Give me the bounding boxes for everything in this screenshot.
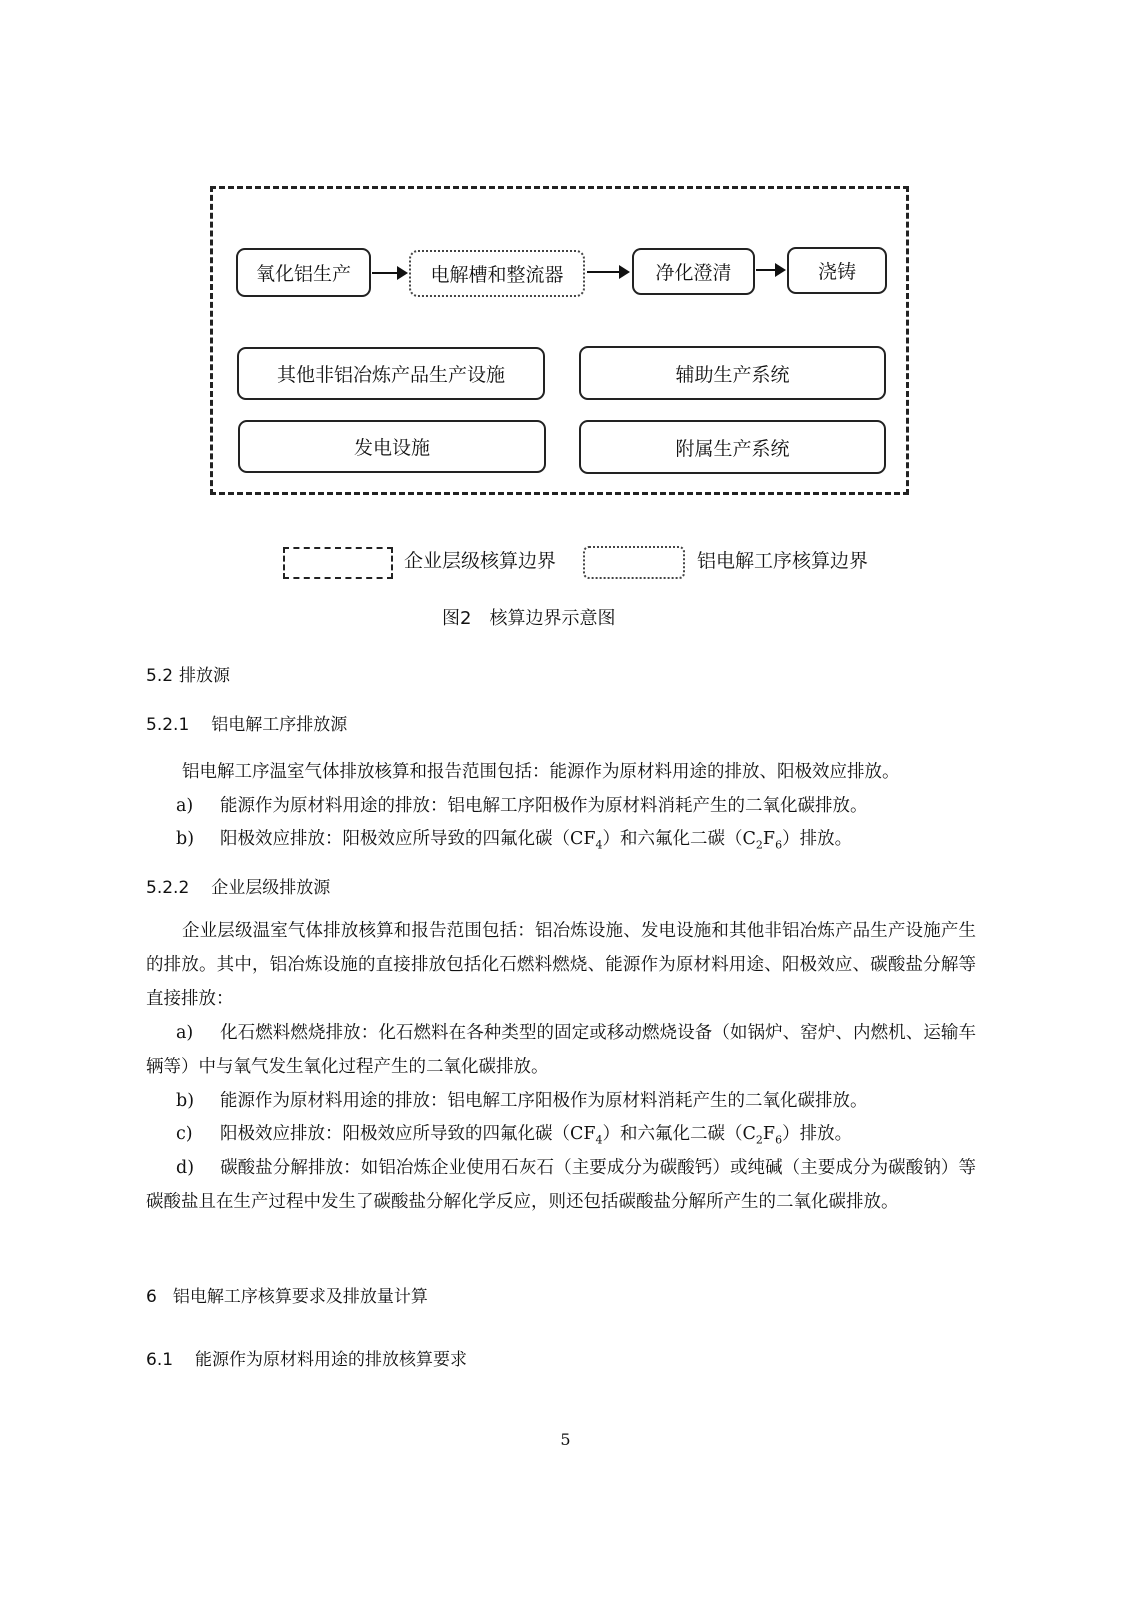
list-text: ）排放。 <box>782 829 853 849</box>
box-purify: 净化澄清 <box>632 248 755 295</box>
list-text: F <box>762 1124 776 1144</box>
subscript: 2 <box>755 1133 763 1147</box>
list-text: ）排放。 <box>782 1124 853 1144</box>
box-power: 发电设施 <box>238 420 546 473</box>
list-label: d) <box>176 1158 195 1178</box>
arrow-2 <box>587 271 628 273</box>
heading-5-2-2-num: 5.2.2 <box>146 878 190 898</box>
box-casting: 浇铸 <box>787 247 887 294</box>
heading-6 <box>146 1282 428 1307</box>
list-item-5-2-2-a <box>146 1016 976 1084</box>
subscript: 4 <box>595 838 603 852</box>
arrow-1 <box>372 272 406 274</box>
list-label: a) <box>176 1023 194 1043</box>
box-auxiliary: 辅助生产系统 <box>579 346 886 400</box>
heading-5-2-title: 排放源 <box>179 666 231 686</box>
figure-caption: 图2 核算边界示意图 <box>442 608 616 629</box>
list-text: 阳极效应排放：阳极效应所导致的四氟化碳（CF <box>220 1124 596 1144</box>
list-label: a) <box>176 796 194 816</box>
list-text: ）和六氟化二碳（C <box>602 829 756 849</box>
paragraph-5-2-2-intro: 企业层级温室气体排放核算和报告范围包括：铝冶炼设施、发电设施和其他非铝冶炼产品生产设施产生的排放。其中，铝冶炼设施的直接排放包括化石燃料燃烧、能源作为原材料用途、阳极效应、碳酸盐分解等直接排放： <box>146 921 976 1009</box>
list-item-5-2-2-d <box>146 1151 976 1219</box>
list-item-5-2-1-b <box>146 822 976 863</box>
paragraph-5-2-1-intro: 铝电解工序温室气体排放核算和报告范围包括：能源作为原材料用途的排放、阳极效应排放。 <box>182 762 900 782</box>
heading-6-1 <box>146 1345 467 1370</box>
subscript: 2 <box>755 838 763 852</box>
list-text: 能源作为原材料用途的排放：铝电解工序阳极作为原材料消耗产生的二氧化碳排放。 <box>220 796 868 816</box>
list-text: 阳极效应排放：阳极效应所导致的四氟化碳（CF <box>220 829 596 849</box>
heading-5-2-1-num: 5.2.1 <box>146 715 190 735</box>
list-text: 能源作为原材料用途的排放：铝电解工序阳极作为原材料消耗产生的二氧化碳排放。 <box>220 1091 868 1111</box>
list-label: c) <box>176 1124 193 1144</box>
list-text: ）和六氟化二碳（C <box>602 1124 756 1144</box>
heading-5-2-2-title: 企业层级排放源 <box>211 878 331 898</box>
page-number: 5 <box>560 1430 571 1449</box>
subscript: 6 <box>775 1133 783 1147</box>
heading-6-num: 6 <box>146 1287 157 1307</box>
list-label: b) <box>176 1091 195 1111</box>
heading-5-2-2 <box>146 873 330 898</box>
heading-5-2-1 <box>146 710 347 735</box>
box-electrolysis: 电解槽和整流器 <box>409 250 585 297</box>
subscript: 4 <box>595 1133 603 1147</box>
arrow-3 <box>756 269 784 271</box>
box-other-facility: 其他非铝冶炼产品生产设施 <box>237 347 545 400</box>
heading-6-1-title: 能源作为原材料用途的排放核算要求 <box>195 1350 468 1370</box>
legend-enterprise-swatch <box>283 547 393 579</box>
heading-6-title: 铝电解工序核算要求及排放量计算 <box>172 1287 428 1307</box>
legend-enterprise-label: 企业层级核算边界 <box>404 550 557 572</box>
heading-5-2 <box>146 661 230 686</box>
list-item-5-2-1-a <box>146 789 976 823</box>
heading-6-1-num: 6.1 <box>146 1350 174 1370</box>
subscript: 6 <box>775 838 783 852</box>
list-item-5-2-2-b <box>146 1084 976 1118</box>
list-label: b) <box>176 829 195 849</box>
heading-5-2-1-title: 铝电解工序排放源 <box>211 715 348 735</box>
list-text: 碳酸盐分解排放：如铝冶炼企业使用石灰石（主要成分为碳酸钙）或纯碱（主要成分为碳酸钠）等碳酸盐且在生产过程中发生了碳酸盐分解化学反应，则还包括碳酸盐分解所产生的二氧化碳排放。 <box>146 1158 976 1212</box>
heading-5-2-num: 5.2 <box>146 666 174 686</box>
list-text: 化石燃料燃烧排放：化石燃料在各种类型的固定或移动燃烧设备（如锅炉、窑炉、内燃机、运输车辆等）中与氧气发生氧化过程产生的二氧化碳排放。 <box>146 1023 976 1077</box>
legend-process-label: 铝电解工序核算边界 <box>697 550 869 572</box>
legend-process-swatch <box>583 546 685 579</box>
list-text: F <box>762 829 776 849</box>
box-alumina-production: 氧化铝生产 <box>236 248 371 297</box>
box-ancillary: 附属生产系统 <box>579 420 886 474</box>
